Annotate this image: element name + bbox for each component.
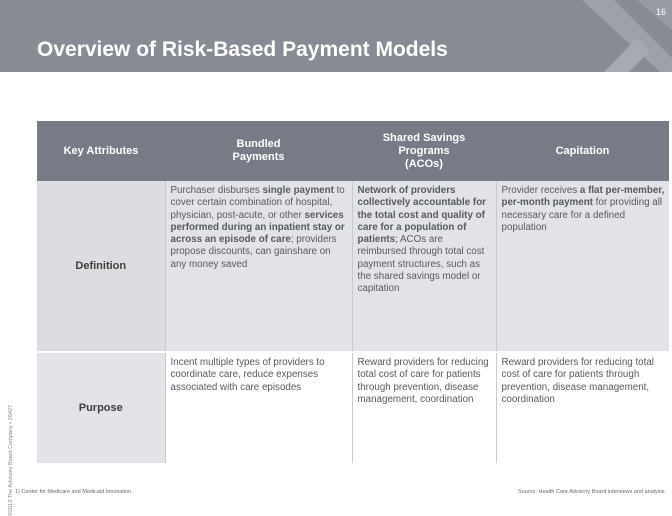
- copyright-notice: ©2013 The Advisory Board Company • 26427: [8, 404, 14, 516]
- table-row-definition: [37, 181, 669, 352]
- header-shared-savings: Shared Savings Programs (ACOs): [352, 121, 496, 181]
- source-note: Source: Health Care Advisory Board interviews and analysis.: [518, 489, 666, 495]
- header-bundled-payments: Bundled Payments: [165, 121, 352, 181]
- row-label-definition: Definition: [37, 181, 165, 352]
- footnote: 1) Center for Medicare and Medicaid Innovation.: [15, 489, 133, 495]
- table-row-purpose: [37, 352, 669, 463]
- definition-capitation: Provider receives a flat per-member, per-month payment for providing all necessary care for a defined population: [496, 181, 669, 352]
- definition-bundled-payments: Purchaser disburses single payment to cover certain combination of hospital, physician, post-acute, or other services performed during an inpatient stay or across an episode of care; providers propose discounts, can gainshare on any money saved: [165, 181, 352, 352]
- header-key-attributes: Key Attributes: [37, 121, 165, 181]
- purpose-shared-savings: Reward providers for reducing total cost of care for patients through prevention, disease management, coordination: [352, 352, 496, 463]
- purpose-bundled-payments: Incent multiple types of providers to coordinate care, reduce expenses associated with care episodes: [165, 352, 352, 463]
- table-header-row: [37, 121, 669, 181]
- header-capitation: Capitation: [496, 121, 669, 181]
- row-label-purpose: Purpose: [37, 352, 165, 463]
- page-number: 16: [655, 7, 666, 17]
- advisory-board-logo-icon: [542, 0, 672, 72]
- payment-models-table: [37, 121, 669, 463]
- page-title: Overview of Risk-Based Payment Models: [37, 38, 448, 61]
- definition-shared-savings: Network of providers collectively accountable for the total cost and quality of care for a population of patients; ACOs are reimbursed through total cost payment structures, such as the shared savings model or capitation: [352, 181, 496, 352]
- purpose-capitation: Reward providers for reducing total cost of care for patients through prevention, disease management, coordination: [496, 352, 669, 463]
